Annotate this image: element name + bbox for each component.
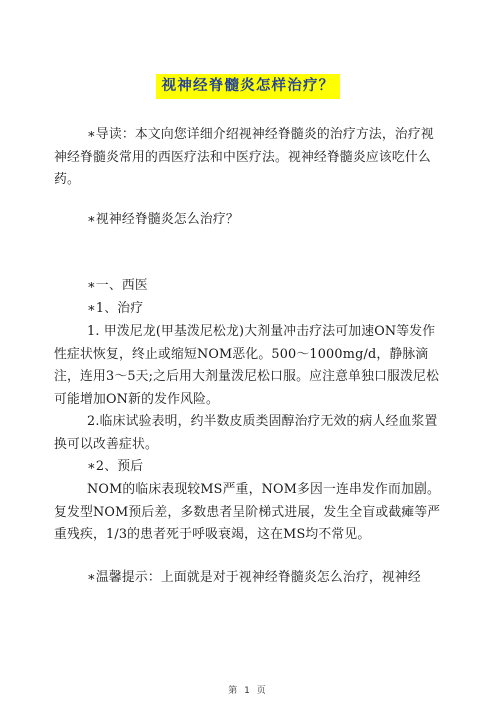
treatment-item-1: 1. 甲泼尼龙(甲基泼尼松龙)大剂量冲击疗法可加速ON等发作性症状恢复，终止或缩短NOM恶化。500～1000mg/d，静脉滴注，连用3～5天;之后用大剂量泼尼松口服。应注意单独口服泼尼松可能增加ON新的发作风险。 bbox=[54, 324, 440, 407]
tip-paragraph: ∗温馨提示：上面就是对于视神经脊髓炎怎么治疗，视神经 bbox=[87, 570, 421, 585]
subsection-heading-treatment: ∗1、治疗 bbox=[87, 301, 144, 316]
title-container bbox=[0, 74, 496, 99]
intro-paragraph: ∗导读：本文向您详细介绍视神经脊髓炎的治疗方法，治疗视神经脊髓炎常用的西医疗法和中医疗法。视神经脊髓炎应该吃什么药。 bbox=[54, 127, 434, 187]
prognosis-paragraph: NOM的临床表现较MS严重，NOM多因一连串发作而加剧。复发型NOM预后差，多数患者呈阶梯式进展，发生全盲或截瘫等严重残疾，1/3的患者死于呼吸衰竭，这在MS均不常见。 bbox=[54, 482, 441, 542]
treatment-item-2: 2.临床试验表明，约半数皮质类固醇治疗无效的病人经血浆置换可以改善症状。 bbox=[54, 414, 438, 452]
section-heading-western-medicine: ∗一、西医 bbox=[87, 278, 148, 293]
question-heading: ∗视神经脊髓炎怎么治疗？ bbox=[87, 212, 239, 227]
page-number: 第 1 页 bbox=[228, 686, 268, 696]
document-title: 视神经脊髓炎怎样治疗？ bbox=[156, 74, 341, 99]
subsection-heading-prognosis: ∗2、预后 bbox=[87, 459, 144, 474]
